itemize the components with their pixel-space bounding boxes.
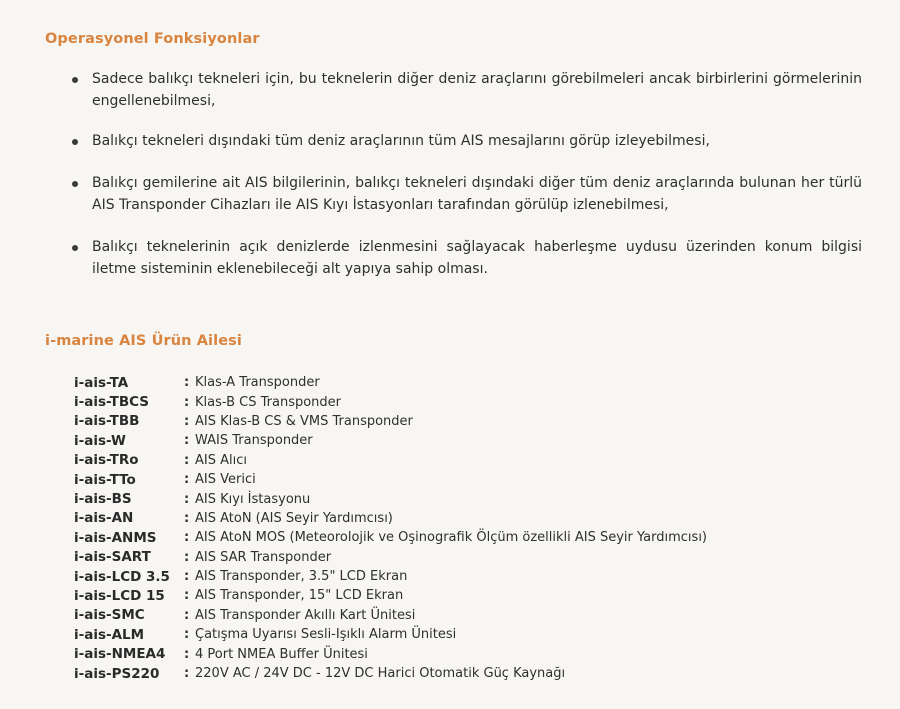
section-heading-operational-functions: Operasyonel Fonksiyonlar	[45, 31, 260, 47]
table-row	[74, 392, 707, 411]
product-description: AIS Kıyı İstasyonu	[195, 491, 311, 507]
table-row	[74, 509, 707, 528]
operational-functions-list	[70, 68, 862, 280]
bullet-icon	[72, 245, 78, 251]
product-code: i-ais-TTo	[74, 471, 136, 488]
product-description: AIS Alıcı	[195, 452, 247, 468]
table-row	[74, 412, 707, 431]
product-code: i-ais-LCD 15	[74, 587, 165, 604]
table-row	[74, 373, 707, 392]
product-description: AIS AtoN MOS (Meteorolojik ve Oşinografik Ölçüm özellikli AIS Seyir Yardımcısı)	[195, 530, 708, 546]
product-description: AIS Transponder Akıllı Kart Ünitesi	[195, 607, 416, 623]
table-row	[74, 489, 707, 508]
product-code: i-ais-BS	[74, 491, 132, 508]
separator: :	[184, 549, 190, 565]
bullet-text: Balıkçı gemilerine ait AIS bilgilerinin, balıkçı tekneleri dışındaki diğer tüm deniz araçlarında bulunan her türlü AIS Transponder Cihazları ile AIS Kıyı İstasyonları tarafından görülüp izlenebilmesi,	[92, 175, 862, 213]
product-code: i-ais-SART	[74, 549, 151, 566]
table-row	[74, 567, 707, 586]
product-description: AIS SAR Transponder	[195, 549, 332, 565]
product-family-table	[74, 373, 707, 683]
bullet-icon	[72, 181, 78, 187]
separator: :	[184, 588, 190, 604]
product-code: i-ais-LCD 3.5	[74, 568, 170, 585]
product-description: WAIS Transponder	[195, 433, 313, 449]
separator: :	[184, 472, 190, 488]
list-item	[70, 172, 862, 216]
bullet-text: Balıkçı tekneleri dışındaki tüm deniz araçlarının tüm AIS mesajlarını görüp izleyebilmesi,	[92, 133, 710, 149]
bullet-text: Sadece balıkçı tekneleri için, bu teknelerin diğer deniz araçlarını görebilmeleri ancak birbirlerini görmelerinin engellenebilmesi,	[92, 71, 862, 109]
separator: :	[184, 530, 190, 546]
bullet-icon	[72, 77, 78, 83]
list-item	[70, 236, 862, 280]
product-code: i-ais-TBB	[74, 413, 140, 430]
product-description: AIS AtoN (AIS Seyir Yardımcısı)	[195, 510, 393, 526]
table-row	[74, 548, 707, 567]
table-row	[74, 431, 707, 450]
product-code: i-ais-PS220	[74, 665, 160, 682]
product-code: i-ais-AN	[74, 510, 134, 527]
product-description: 220V AC / 24V DC - 12V DC Harici Otomatik Güç Kaynağı	[195, 666, 566, 682]
product-description: AIS Transponder, 15" LCD Ekran	[195, 588, 404, 604]
separator: :	[184, 569, 190, 585]
product-code: i-ais-ALM	[74, 626, 145, 643]
separator: :	[184, 375, 190, 391]
list-item	[70, 130, 862, 152]
section-heading-product-family: i-marine AIS Ürün Ailesi	[45, 333, 242, 349]
product-description: AIS Transponder, 3.5" LCD Ekran	[195, 569, 408, 585]
table-row	[74, 528, 707, 547]
product-code: i-ais-NMEA4	[74, 646, 166, 663]
table-row	[74, 451, 707, 470]
product-description: AIS Verici	[195, 472, 256, 488]
product-code: i-ais-TRo	[74, 452, 139, 469]
separator: :	[184, 627, 190, 643]
product-code: i-ais-W	[74, 432, 126, 449]
product-description: Klas-B CS Transponder	[195, 394, 342, 410]
table-row	[74, 470, 707, 489]
product-code: i-ais-TA	[74, 374, 129, 391]
table-row	[74, 606, 707, 625]
product-code: i-ais-TBCS	[74, 394, 150, 411]
separator: :	[184, 607, 190, 623]
separator: :	[184, 413, 190, 429]
table-row	[74, 586, 707, 605]
product-description: AIS Klas-B CS & VMS Transponder	[195, 413, 413, 429]
product-code: i-ais-ANMS	[74, 529, 157, 546]
product-description: 4 Port NMEA Buffer Ünitesi	[195, 646, 368, 662]
bullet-text: Balıkçı teknelerinin açık denizlerde izlenmesini sağlayacak haberleşme uydusu üzerinden konum bilgisi iletme sisteminin eklenebileceği alt yapıya sahip olması.	[92, 239, 862, 277]
separator: :	[184, 394, 190, 410]
separator: :	[184, 646, 190, 662]
product-code: i-ais-SMC	[74, 607, 145, 624]
separator: :	[184, 666, 190, 682]
table-row	[74, 644, 707, 663]
list-item	[70, 68, 862, 112]
separator: :	[184, 510, 190, 526]
product-description: Çatışma Uyarısı Sesli-Işıklı Alarm Ünitesi	[195, 627, 457, 643]
separator: :	[184, 433, 190, 449]
bullet-icon	[72, 139, 78, 145]
product-description: Klas-A Transponder	[195, 375, 320, 391]
separator: :	[184, 491, 190, 507]
separator: :	[184, 452, 190, 468]
table-row	[74, 664, 707, 683]
table-row	[74, 625, 707, 644]
